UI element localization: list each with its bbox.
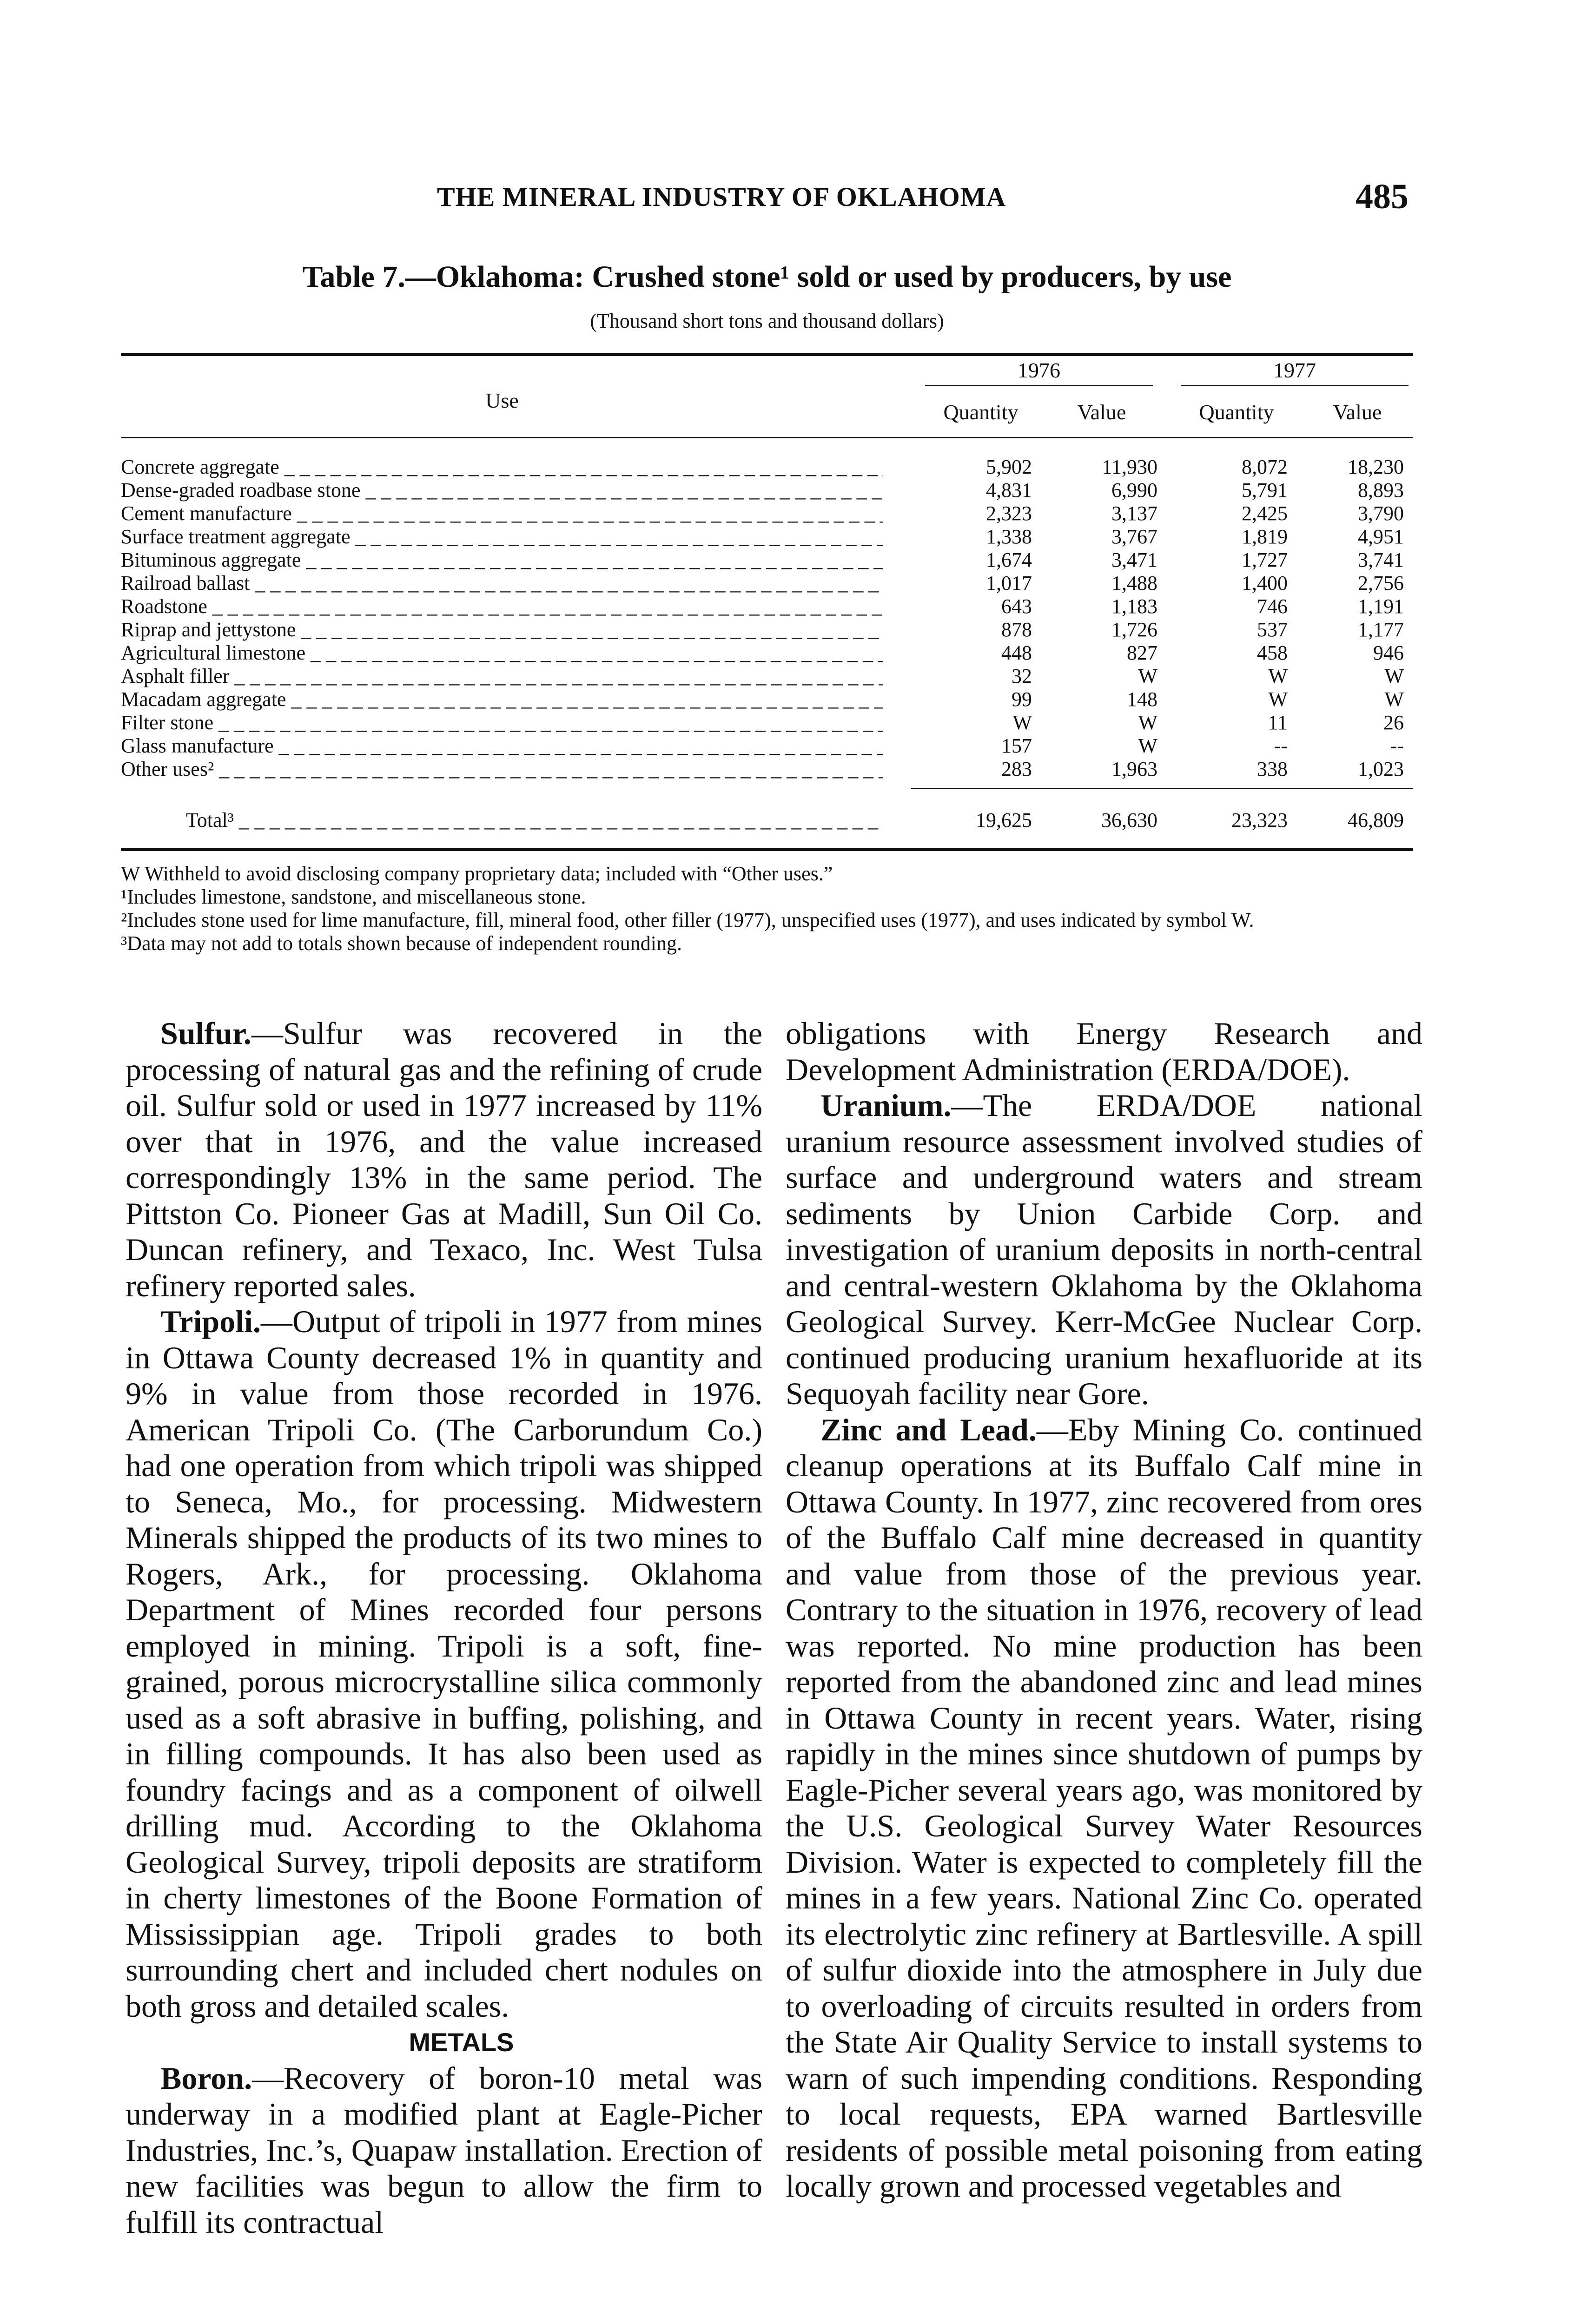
cell-q1976: 4,831: [986, 479, 1032, 502]
cell-q1976: 99: [1012, 688, 1032, 711]
left-column: [126, 1016, 762, 2240]
boron-text: —Recovery of boron-10 metal was underway in a modified plant at Eagle-Picher Industries, Inc.’s, Quapaw installation. Erection of new facilities was begun to allow the firm to fulfill its contractual: [126, 2060, 762, 2240]
table-row: [121, 502, 1413, 525]
cell-v1977: 2,756: [1358, 572, 1404, 594]
cell-v1977: --: [1390, 734, 1404, 757]
cell-q1976: 878: [1001, 618, 1032, 641]
table-row: [121, 734, 1413, 758]
col-year-1976: 1976: [1018, 358, 1060, 382]
col-use-header: Use: [485, 389, 519, 412]
tripoli-paragraph: [126, 1304, 762, 2024]
cell-q1977: 1,727: [1242, 548, 1288, 571]
cell-v1976: 3,767: [1111, 525, 1157, 548]
cell-q1976: 283: [1001, 758, 1032, 780]
cell-v1977: 1,191: [1358, 595, 1404, 618]
table-row: [121, 595, 1413, 618]
cell-v1976: 1,183: [1111, 595, 1157, 618]
table-row: [121, 548, 1413, 572]
footnote-1: ¹Includes limestone, sandstone, and miscellaneous stone.: [121, 885, 586, 908]
cell-q1976: W: [1012, 711, 1032, 734]
cell-v1976: 1,488: [1111, 572, 1157, 594]
table-header-rule: [121, 437, 1413, 438]
cell-v1977: 18,230: [1348, 456, 1404, 478]
cell-v1977: W: [1384, 665, 1404, 687]
cell-v1977: 946: [1373, 641, 1404, 664]
cell-q1977: --: [1274, 734, 1288, 757]
row-use: Riprap and jettystone _ _ _: [121, 618, 883, 641]
table-title: Table 7.—Oklahoma: Crushed stone¹ sold or used by producers, by use: [302, 260, 1232, 294]
table-row: [121, 456, 1413, 479]
cell-q1976: 448: [1001, 641, 1032, 664]
cell-v1976: 3,137: [1111, 502, 1157, 525]
total-v1977: 46,809: [1348, 809, 1404, 832]
zinc-lead-paragraph: [786, 1412, 1422, 2205]
cell-v1976: 1,963: [1111, 758, 1157, 780]
row-use: Railroad ballast _ _ _: [121, 572, 883, 595]
cell-q1977: W: [1268, 688, 1288, 711]
cell-v1977: 26: [1383, 711, 1404, 734]
cell-q1976: 643: [1001, 595, 1032, 618]
col-quantity-1977: Quantity: [1199, 400, 1274, 424]
table-total-row: [121, 809, 1413, 832]
tripoli-text: —Output of tripoli in 1977 from mines in Ottawa County decreased 1% in quantity and 9% in value from those recorded in 1976. American Tripoli Co. (The Carborundum Co.) had one operation from which tripoli was shipped to Seneca, Mo., for processing. Midwestern Minerals shipped the products of its two mines to Rogers, Ark., for processing. Oklahoma Department of Mines recorded four persons employed in mining. Tripoli is a soft, fine-grained, porous microcrystalline silica commonly used as a soft abrasive in buffing, polishing, and in filling compounds. It has also been used as foundry facings and as a component of oilwell drilling mud. According to the Oklahoma Geological Survey, tripoli deposits are stratiform in cherty limestones of the Boone Formation of Mississippian age. Tripoli grades to both surrounding chert and included chert nodules on both gross and detailed scales.: [126, 1304, 762, 2024]
zinc-lead-heading: Zinc and Lead.: [820, 1412, 1037, 1447]
boron-heading: Boron.: [160, 2060, 252, 2096]
sulfur-text: —Sulfur was recovered in the processing of natural gas and the refining of crude oil. Sulfur sold or used in 1977 increased by 11% over that in 1976, and the value increased correspondingly 13% in the same period. The Pittston Co. Pioneer Gas at Madill, Sun Oil Co. Duncan refinery, and Texaco, Inc. West Tulsa refinery reported sales.: [126, 1016, 762, 1303]
cell-q1977: 1,819: [1242, 525, 1288, 548]
cell-v1977: 1,023: [1358, 758, 1404, 780]
cell-q1977: 537: [1257, 618, 1288, 641]
table-row: [121, 688, 1413, 711]
cell-q1976: 157: [1001, 734, 1032, 757]
zinc-lead-text: —Eby Mining Co. continued cleanup operations at its Buffalo Calf mine in Ottawa County. In 1977, zinc recovered from ores of the Buffalo Calf mine decreased in quantity and value from those of the previous year. Contrary to the situation in 1976, recovery of lead was reported. No mine production has been reported from the abandoned zinc and lead mines in Ottawa County in recent years. Water, rising rapidly in the mines since shutdown of pumps by Eagle-Picher several years ago, was monitored by the U.S. Geological Survey Water Resources Division. Water is expected to completely fill the mines in a few years. National Zinc Co. operated its electrolytic zinc refinery at Bartlesville. A spill of sulfur dioxide into the atmosphere in July due to overloading of circuits resulted in orders from the State Air Quality Service to install systems to warn of such impending conditions. Responding to local requests, EPA warned Bartlesville residents of possible metal poisoning from eating locally grown and processed vegetables and: [786, 1412, 1422, 2204]
table-row: [121, 711, 1413, 734]
cell-v1977: W: [1384, 688, 1404, 711]
cell-v1977: 4,951: [1358, 525, 1404, 548]
table-top-rule: [121, 353, 1413, 356]
row-use: Surface treatment aggregate _ _ _: [121, 525, 883, 548]
cell-q1977: 2,425: [1242, 502, 1288, 525]
right-column: [786, 1016, 1422, 2205]
cell-v1976: W: [1138, 734, 1157, 757]
table-row: [121, 758, 1413, 781]
cell-q1977: 746: [1257, 595, 1288, 618]
row-use: Other uses² _ _ _: [121, 758, 883, 781]
cell-q1976: 5,902: [986, 456, 1032, 478]
footnote-w: W Withheld to avoid disclosing company proprietary data; included with “Other uses.”: [121, 862, 833, 885]
cell-q1977: 8,072: [1242, 456, 1288, 478]
page-header: [121, 177, 1413, 228]
table-footnotes: [121, 862, 1413, 955]
cell-v1976: 1,726: [1111, 618, 1157, 641]
table-subtitle: (Thousand short tons and thousand dollars): [590, 310, 944, 332]
cell-v1976: 3,471: [1111, 548, 1157, 571]
cell-q1977: W: [1268, 665, 1288, 687]
cell-q1976: 1,674: [986, 548, 1032, 571]
year-1976-rule: [925, 385, 1153, 386]
col-year-1977: 1977: [1273, 358, 1316, 382]
total-label: Total³ _ _ _: [121, 809, 883, 832]
row-use: Glass manufacture _ _ _: [121, 734, 883, 758]
row-use: Bituminous aggregate _ _ _: [121, 548, 883, 572]
cell-v1977: 1,177: [1358, 618, 1404, 641]
table-row: [121, 479, 1413, 502]
total-rule: [911, 788, 1413, 789]
cell-q1976: 32: [1012, 665, 1032, 687]
sulfur-heading: Sulfur.: [160, 1016, 251, 1051]
cell-q1977: 5,791: [1242, 479, 1288, 502]
metals-heading: METALS: [409, 2027, 514, 2057]
cell-v1977: 8,893: [1358, 479, 1404, 502]
cell-v1976: 148: [1127, 688, 1157, 711]
year-1977-rule: [1181, 385, 1408, 386]
row-use: Filter stone _ _ _: [121, 711, 883, 734]
uranium-text: —The ERDA/DOE national uranium resource assessment involved studies of surface and underground waters and stream sediments by Union Carbide Corp. and investigation of uranium deposits in north-central and central-western Oklahoma by the Oklahoma Geological Survey. Kerr-McGee Nuclear Corp. continued producing uranium hexafluoride at its Sequoyah facility near Gore.: [786, 1088, 1422, 1411]
cell-v1976: 827: [1127, 641, 1157, 664]
cell-q1977: 1,400: [1242, 572, 1288, 594]
cell-v1976: 6,990: [1111, 479, 1157, 502]
table-row: [121, 665, 1413, 688]
row-use: Agricultural limestone _ _ _: [121, 641, 883, 665]
total-q1976: 19,625: [976, 809, 1032, 832]
row-use: Macadam aggregate _ _ _: [121, 688, 883, 711]
page-number: 485: [1356, 177, 1408, 216]
table-row: [121, 641, 1413, 665]
cell-q1977: 11: [1268, 711, 1288, 734]
footnote-3: ³Data may not add to totals shown because of independent rounding.: [121, 932, 682, 955]
cell-q1976: 1,338: [986, 525, 1032, 548]
table-row: [121, 572, 1413, 595]
tripoli-heading: Tripoli.: [160, 1304, 261, 1339]
cell-v1977: 3,790: [1358, 502, 1404, 525]
table-bottom-rule: [121, 848, 1413, 851]
boron-paragraph: [126, 2060, 762, 2241]
cell-v1976: W: [1138, 711, 1157, 734]
total-q1977: 23,323: [1231, 809, 1288, 832]
footnote-2: ²Includes stone used for lime manufacture, fill, mineral food, other filler (1977), unspecified uses (1977), and uses indicated by symbol W.: [121, 909, 1254, 931]
table-row: [121, 618, 1413, 641]
row-use: Roadstone _ _ _: [121, 595, 883, 618]
boron-continuation: obligations with Energy Research and Development Administration (ERDA/DOE).: [786, 1016, 1422, 1087]
sulfur-paragraph: [126, 1016, 762, 1304]
cell-v1976: 11,930: [1102, 456, 1157, 478]
cell-v1977: 3,741: [1358, 548, 1404, 571]
uranium-paragraph: [786, 1088, 1422, 1412]
row-use: Concrete aggregate _ _ _: [121, 456, 883, 479]
row-use: Cement manufacture _ _ _: [121, 502, 883, 525]
table-row: [121, 525, 1413, 548]
running-head: THE MINERAL INDUSTRY OF OKLAHOMA: [437, 182, 1006, 212]
cell-v1976: W: [1138, 665, 1157, 687]
cell-q1976: 1,017: [986, 572, 1032, 594]
cell-q1977: 338: [1257, 758, 1288, 780]
cell-q1976: 2,323: [986, 502, 1032, 525]
col-value-1977: Value: [1333, 400, 1382, 424]
uranium-heading: Uranium.: [820, 1088, 952, 1123]
total-v1976: 36,630: [1101, 809, 1157, 832]
col-value-1976: Value: [1077, 400, 1126, 424]
row-use: Asphalt filler _ _ _: [121, 665, 883, 688]
cell-q1977: 458: [1257, 641, 1288, 664]
col-quantity-1976: Quantity: [943, 400, 1018, 424]
row-use: Dense-graded roadbase stone _ _ _: [121, 479, 883, 502]
